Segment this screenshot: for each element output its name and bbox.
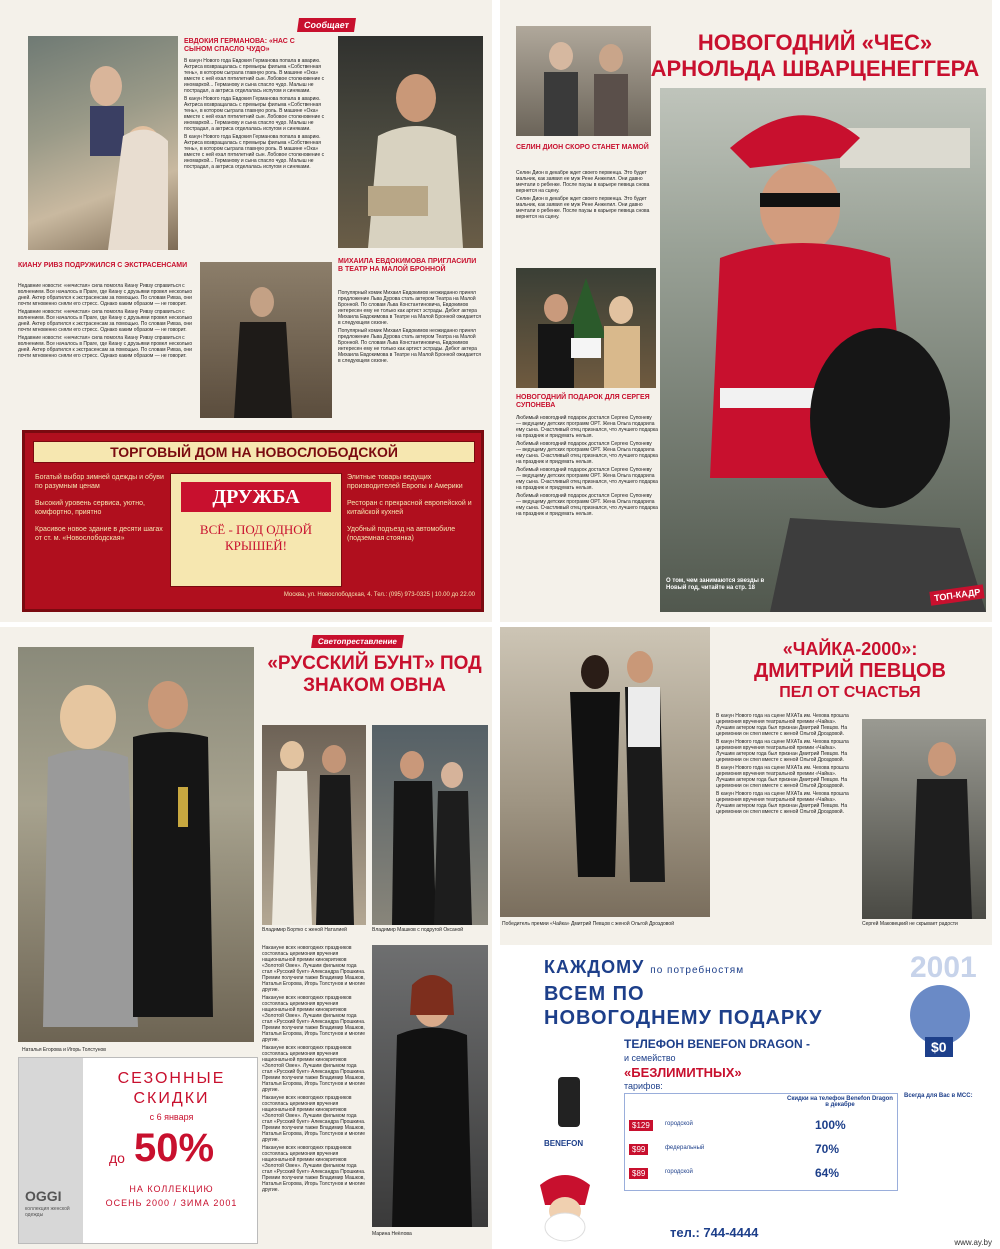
- watermark: www.ay.by: [954, 1238, 992, 1247]
- evdokimov-paragraph: Популярный комик Михаил Евдокимов неожиданно принял предложение Льва Дурова стать актером Театра на Малой Бронной. По словам Льва Константиновича, Евдокимов интересен ему не только как артист эстрады. Дебют актера Михаила Евдокимова в Театре на Малой Бронной ожидается в следующем сезоне.: [338, 290, 481, 326]
- photo-egorova-tolstunov: [18, 647, 254, 1042]
- benefon-brand: BENEFON: [544, 1139, 584, 1148]
- photo-germanova-son: [28, 36, 178, 250]
- chaika-paragraph-2: В канун Нового года на сцене МХАТа им. Чехова прошла церемония вручения театральной премии «Чайка». Лучшим актером года был признан Дмитрий Певцов. На церемонии он спел вместе с женой Ольгой Дроздовой.: [716, 739, 849, 763]
- benefon-side-title: Всегда для Вас в МСС:: [904, 1093, 973, 1099]
- benefon-ad: [500, 945, 992, 1249]
- celine-title: СЕЛИН ДИОН СКОРО СТАНЕТ МАМОЙ: [516, 144, 649, 151]
- benefon-line2: ВСЕМ ПО: [544, 983, 645, 1005]
- celine-text: [516, 170, 656, 262]
- chaika-paragraph: В канун Нового года на сцене МХАТа им. Чехова прошла церемония вручения театральной премии «Чайка». Лучшим актером года был признан Дмитрий Певцов. На церемонии он спел вместе с женой Ольгой Дроздовой.: [716, 713, 849, 737]
- benefon-line1-sub: по потребностям: [650, 965, 745, 976]
- photo-pevtsov-dance: [500, 627, 710, 917]
- photo-evdokimov: [338, 36, 483, 248]
- oggi-ad: [18, 1057, 258, 1244]
- photo-arnold-santa: [660, 88, 986, 612]
- benefon-tel: тел.: 744-4444: [670, 1225, 759, 1240]
- chaika-headline-3: ПЕЛ ОТ СЧАСТЬЯ: [779, 684, 921, 701]
- evdokia-paragraph-2: В канун Нового года Евдокия Германова попала в аварию. Актриса возвращалась с премьеры фильма «Собственная тень», в котором сыграла главную роль. В машине «Ока» вместе с ней ехал пятилетний сын. Лобовое столкновение с иномаркой... Германову и сына спасло чудо. Малыш не пострадал, а актриса отделалась испугом и синяками.: [184, 96, 325, 132]
- benefon-row-2: [625, 1140, 897, 1160]
- evdokia-paragraph-3: В канун Нового года Евдокия Германова попала в аварию. Актриса возвращалась с премьеры фильма «Собственная тень», в котором сыграла главную роль. В машине «Ока» вместе с ней ехал пятилетний сын. Лобовое столкновение с иномаркой... Германову и сына спасло чудо. Малыш не пострадал, а актриса отделалась испугом и синяками.: [184, 134, 325, 170]
- druzhba-left-item-2: Высокий уровень сервиса, уютно, комфортно, приятно: [35, 500, 145, 516]
- druzhba-right-item-3: Удобный подъезд на автомобиле (подземная стоянка): [347, 526, 456, 542]
- evdokia-paragraph: В канун Нового года Евдокия Германова попала в аварию. Актриса возвращалась с премьеры фильма «Собственная тень», в котором сыграла главную роль. В машине «Ока» вместе с ней ехал пятилетний сын. Лобовое столкновение с иномаркой... Германову и сына спасло чудо. Малыш не пострадал, а актриса отделалась испугом и синяками.: [184, 58, 325, 94]
- benefon-phone-icon: [558, 1077, 580, 1127]
- page-top-left: [0, 0, 492, 622]
- celine-paragraph: Селин Дион в декабре ждет своего первенца. Это будет мальчик, как заявил ее муж Рене Анжелил. Они давно мечтали о ребенке. После паузы в карьере певица снова вернется на сцену.: [516, 170, 650, 194]
- druzhba-ad-left: [35, 473, 165, 543]
- photo-suponev: [516, 268, 656, 388]
- photo-couple-icon: [516, 26, 651, 136]
- oggi-prefix: до: [109, 1150, 125, 1166]
- chaika-paragraph-4: В канун Нового года на сцене МХАТа им. Чехова прошла церемония вручения театральной премии «Чайка». Лучшим актером года был признан Дмитрий Певцов. На церемонии он спел вместе с женой Ольгой Дроздовой.: [716, 791, 849, 815]
- type-2: федеральный: [665, 1145, 705, 1151]
- benefon-side: [904, 1093, 988, 1223]
- arnold-headline: НОВОГОДНИЙ «ЧЕС» АРНОЛЬДА ШВАРЦЕНЕГГЕРА: [650, 30, 980, 81]
- oggi-line2: СКИДКИ: [133, 1090, 210, 1107]
- arnold-caption: О том, чем занимаются звезды в Новый год, читайте на стр. 18: [666, 578, 765, 591]
- caption-egorova: Наталья Егорова и Игорь Толстунов: [22, 1047, 106, 1053]
- suponev-title: НОВОГОДНИЙ ПОДАРОК ДЛЯ СЕРГЕЯ СУПОНЕВА: [516, 394, 650, 409]
- caption-dance: Победитель премии «Чайка» Дмитрий Певцов с женой Ольгой Дроздовой: [502, 921, 674, 927]
- benefon-phone-model: ТЕЛЕФОН BENEFON DRAGON -: [624, 1037, 810, 1051]
- keanu-paragraph: Недавние новости: «нечистая» сила помогла Киану Ривзу справиться с волнением. Все началось в Праге, где Киану с друзьями провел несколько дней. Актер обратился к экстрасенсам за помощью. По словам Ривза, они почти мгновенно сняли его стресс. Однако каким образом — не говорит.: [18, 283, 193, 307]
- oggi-sub: коллекция женской одежды: [25, 1206, 70, 1218]
- type-1: городской: [665, 1121, 693, 1127]
- benefon-price-tag: $0: [925, 1037, 953, 1057]
- caption-mashkov: Владимир Машков с подругой Оксаной: [372, 927, 464, 933]
- keanu-title: КИАНУ РИВЗ ПОДРУЖИЛСЯ С ЭКСТРАСЕНСАМИ: [18, 262, 188, 269]
- druzhba-ad: [22, 430, 484, 612]
- photo-pair-icon: [262, 725, 366, 925]
- photo-family-icon: [516, 268, 656, 388]
- oggi-date: с 6 января: [149, 1112, 194, 1122]
- oggi-line3: НА КОЛЛЕКЦИЮ: [129, 1184, 214, 1194]
- svetopre-badge: Светопреставление: [311, 635, 404, 648]
- discount-3: 64%: [815, 1166, 840, 1180]
- bottom-spread: [0, 627, 1000, 1249]
- druzhba-brand-box: [170, 473, 342, 587]
- suponev-paragraph-3: Любимый новогодний подарок достался Сергею Супоневу — ведущему детских программ ОРТ. Жена Ольга подарила ему сына. Счастливый отец признался, что лучшего подарка на праздник и придумать нельзя.: [516, 467, 658, 491]
- bunt-paragraph: Накануне всех новогодних праздников состоялась церемония вручения национальной премии кинокритиков «Золотой Овен». Лучшим фильмом года стал «Русский бунт» Александра Прошкина. Премии получили также Владимир Машков, Наталья Егорова, Игорь Толстунов и многие другие.: [262, 945, 366, 993]
- benefon-and: и семейство: [624, 1053, 676, 1063]
- evdokimov-text: [338, 290, 483, 418]
- photo-dancers-icon: [500, 627, 710, 917]
- benefon-row-3: [625, 1164, 897, 1184]
- benefon-tariffs: тарифов:: [624, 1081, 663, 1091]
- evdokia-text: [184, 58, 334, 253]
- druzhba-address: Москва, ул. Новослободская, 4. Тел.: (095) 973-0325 | 10.00 до 22.00: [283, 592, 475, 598]
- suponev-paragraph: Любимый новогодний подарок достался Сергею Супоневу — ведущему детских программ ОРТ. Жена Ольга подарила ему сына. Счастливый отец признался, что лучшего подарка на праздник и придумать нельзя.: [516, 415, 658, 439]
- photo-mashkov: [372, 725, 488, 925]
- bunt-paragraph-2: Накануне всех новогодних праздников состоялась церемония вручения национальной премии кинокритиков «Золотой Овен». Лучшим фильмом года стал «Русский бунт» Александра Прошкина. Премии получили также Владимир Машков, Наталья Егорова, Игорь Толстунов и многие другие.: [262, 995, 366, 1043]
- benefon-unlim: «БЕЗЛИМИТНЫХ»: [624, 1065, 742, 1080]
- price-2: $99: [629, 1144, 648, 1155]
- druzhba-right-item-1: Элитные товары ведущих производителей Европы и Америки: [347, 474, 463, 490]
- photo-celine: [516, 26, 651, 136]
- photo-man-icon: [338, 36, 483, 248]
- druzhba-right-item-2: Ресторан с прекрасной европейской и китайской кухней: [347, 500, 472, 516]
- discount-1: 100%: [815, 1118, 846, 1132]
- celine-paragraph-2: Селин Дион в декабре ждет своего первенца. Это будет мальчик, как заявил ее муж Рене Анжелил. Они давно мечтали о ребенке. После паузы в карьере певица снова вернется на сцену.: [516, 196, 650, 220]
- druzhba-left-item-3: Красивое новое здание в десяти шагах от ст. м. «Новослободская»: [35, 526, 163, 542]
- section-badge: Сообщает: [297, 18, 356, 32]
- photo-santa-icon: [660, 88, 986, 612]
- keanu-paragraph-2: Недавние новости: «нечистая» сила помогла Киану Ривзу справиться с волнением. Все началось в Праге, где Киану с друзьями провел несколько дней. Актер обратился к экстрасенсам за помощью. По словам Ривза, они почти мгновенно сняли его стресс. Однако каким образом — не говорит.: [18, 309, 193, 333]
- photo-neelova: [372, 945, 488, 1227]
- benefon-snowflake-icon: [910, 985, 970, 1045]
- russkiy-bunt-text: [262, 945, 368, 1235]
- photo-pair-2-icon: [372, 725, 488, 925]
- price-3: $89: [629, 1168, 648, 1179]
- chaika-headline-1: «ЧАЙКА-2000»:: [782, 639, 918, 659]
- photo-figure-icon: [28, 36, 178, 250]
- chaika-text: [716, 713, 856, 931]
- page-bottom-left: [0, 627, 492, 1249]
- photo-woman-icon: [372, 945, 488, 1227]
- photo-couple-awards-icon: [18, 647, 254, 1042]
- benefon-line3: НОВОГОДНЕМУ ПОДАРКУ: [544, 1007, 823, 1029]
- photo-bortko: [262, 725, 366, 925]
- oggi-line4: ОСЕНЬ 2000 / ЗИМА 2001: [105, 1198, 238, 1208]
- top-spread: [0, 0, 1000, 622]
- suponev-paragraph-2: Любимый новогодний подарок достался Сергею Супоневу — ведущему детских программ ОРТ. Жена Ольга подарила ему сына. Счастливый отец признался, что лучшего подарка на праздник и придумать нельзя.: [516, 441, 658, 465]
- chaika-paragraph-3: В канун Нового года на сцене МХАТа им. Чехова прошла церемония вручения театральной премии «Чайка». Лучшим актером года был признан Дмитрий Певцов. На церемонии он спел вместе с женой Ольгой Дроздовой.: [716, 765, 849, 789]
- suponev-text: [516, 415, 658, 615]
- druzhba-left-item-1: Богатый выбор зимней одежды и обуви по разумным ценам: [35, 474, 164, 490]
- oggi-side: [19, 1058, 83, 1243]
- page-bottom-right: [500, 627, 992, 1249]
- keanu-text: [18, 283, 198, 418]
- benefon-table-header: Скидки на телефон Benefon Dragon в декабре: [787, 1096, 893, 1108]
- druzhba-ad-right: [347, 473, 475, 543]
- benefon-year: 2001: [910, 951, 977, 984]
- type-3: городской: [665, 1169, 693, 1175]
- photo-makovetsky: [862, 719, 986, 919]
- oggi-percent: 50%: [134, 1126, 215, 1170]
- benefon-line1-main: КАЖДОМУ: [544, 957, 645, 977]
- photo-keanu: [200, 262, 332, 418]
- druzhba-ad-title: ТОРГОВЫЙ ДОМ НА НОВОСЛОБОДСКОЙ: [33, 441, 475, 463]
- caption-bortko: Владимир Бортко с женой Наталией: [262, 927, 347, 933]
- evdokimov-title: МИХАИЛА ЕВДОКИМОВА ПРИГЛАСИЛИ В ТЕАТР НА МАЛОЙ БРОННОЙ: [338, 258, 477, 273]
- evdokimov-paragraph-2: Популярный комик Михаил Евдокимов неожиданно принял предложение Льва Дурова стать актером Театра на Малой Бронной. По словам Льва Константиновича, Евдокимов интересен ему не только как артист эстрады. Дебют актера Михаила Евдокимова в Театре на Малой Бронной ожидается в следующем сезоне.: [338, 328, 481, 364]
- russkiy-bunt-headline: «РУССКИЙ БУНТ» ПОД ЗНАКОМ ОВНА: [267, 653, 482, 696]
- oggi-brand: OGGI: [25, 1188, 62, 1204]
- bunt-paragraph-3: Накануне всех новогодних праздников состоялась церемония вручения национальной премии кинокритиков «Золотой Овен». Лучшим фильмом года стал «Русский бунт» Александра Прошкина. Премии получили также Владимир Машков, Наталья Егорова, Игорь Толстунов и многие другие.: [262, 1045, 366, 1093]
- suponev-paragraph-4: Любимый новогодний подарок достался Сергею Супоневу — ведущему детских программ ОРТ. Жена Ольга подарила ему сына. Счастливый отец признался, что лучшего подарка на праздник и придумать нельзя.: [516, 493, 658, 517]
- bunt-paragraph-5: Накануне всех новогодних праздников состоялась церемония вручения национальной премии кинокритиков «Золотой Овен». Лучшим фильмом года стал «Русский бунт» Александра Прошкина. Премии получили также Владимир Машков, Наталья Егорова, Игорь Толстунов и многие другие.: [262, 1145, 366, 1193]
- druzhba-slogan: ВСЁ - ПОД ОДНОЙ КРЫШЕЙ!: [199, 522, 313, 553]
- druzhba-brand: ДРУЖБА: [181, 482, 331, 512]
- santa-icon: [530, 1165, 600, 1245]
- page-top-right: [500, 0, 992, 622]
- photo-keanu-icon: [200, 262, 332, 418]
- oggi-line1: СЕЗОННЫЕ: [117, 1070, 226, 1087]
- caption-makovetsky: Сергей Маковецкий не скрывает радости: [862, 921, 958, 927]
- benefon-table: [624, 1093, 898, 1191]
- evdokia-title: ЕВДОКИЯ ГЕРМАНОВА: «НАС С СЫНОМ СПАСЛО ЧУДО»: [184, 38, 295, 53]
- chaika-headline-2: ДМИТРИЙ ПЕВЦОВ: [754, 660, 946, 682]
- photo-man-2-icon: [862, 719, 986, 919]
- discount-2: 70%: [815, 1142, 840, 1156]
- keanu-paragraph-3: Недавние новости: «нечистая» сила помогла Киану Ривзу справиться с волнением. Все началось в Праге, где Киану с друзьями провел несколько дней. Актер обратился к экстрасенсам за помощью. По словам Ривза, они почти мгновенно сняли его стресс. Однако каким образом — не говорит.: [18, 335, 193, 359]
- benefon-row-1: [625, 1116, 897, 1136]
- price-1: $129: [629, 1120, 653, 1131]
- bunt-paragraph-4: Накануне всех новогодних праздников состоялась церемония вручения национальной премии кинокритиков «Золотой Овен». Лучшим фильмом года стал «Русский бунт» Александра Прошкина. Премии получили также Владимир Машков, Наталья Егорова, Игорь Толстунов и многие другие.: [262, 1095, 366, 1143]
- top-kadr-stamp: ТОП-КАДР: [929, 584, 985, 605]
- benefon-line1: [544, 957, 744, 978]
- caption-neelova: Марина Неёлова: [372, 1231, 412, 1237]
